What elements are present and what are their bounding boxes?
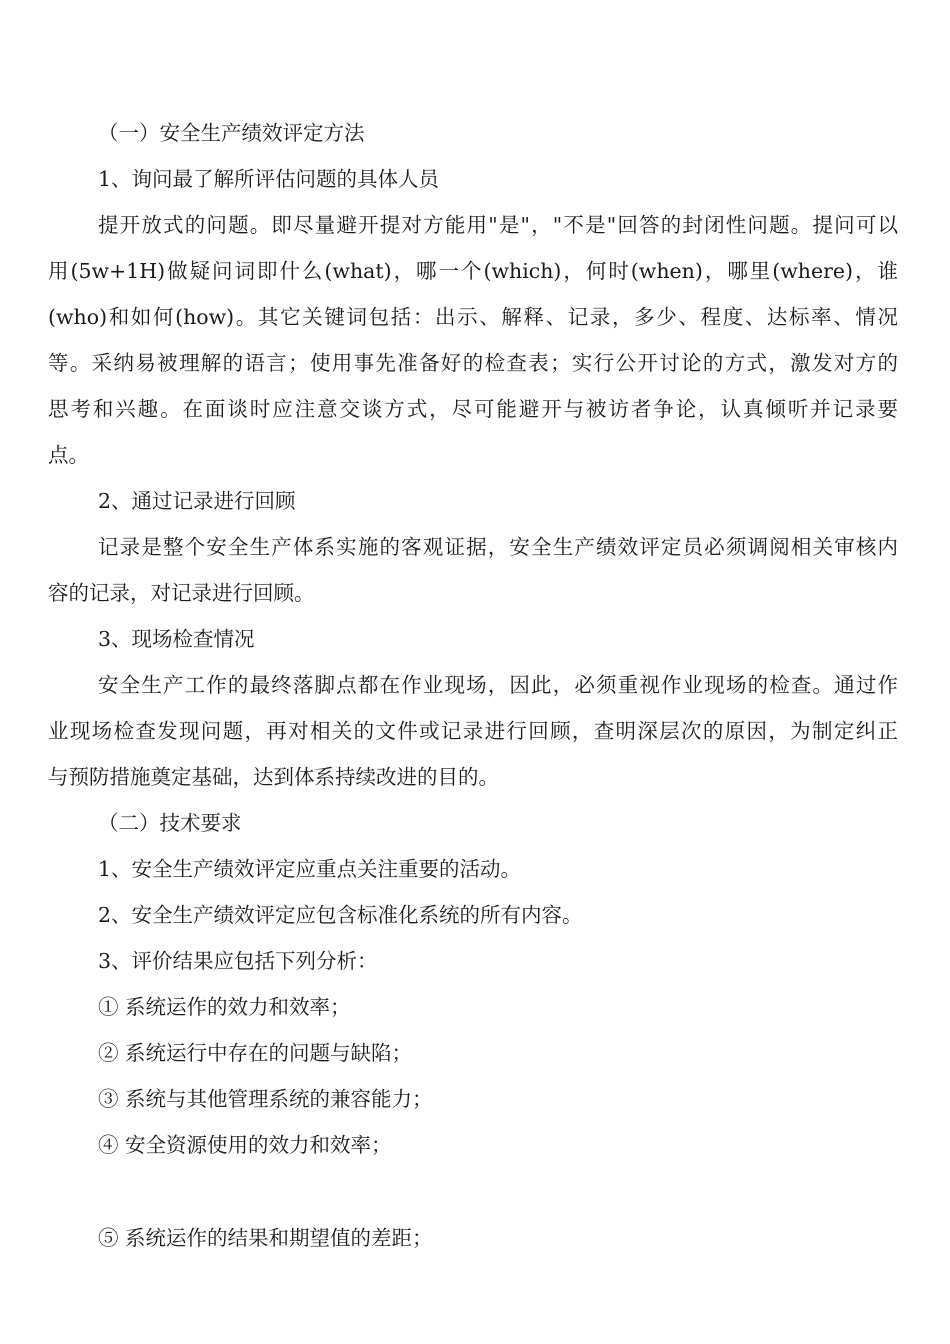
paragraph-1-line-2: 用(5w+1H)做疑问词即什么(what)，哪一个(which)，何时(when)，哪里(where)，谁 (48, 259, 898, 283)
paragraph-1-line-5: 思考和兴趣。在面谈时应注意交谈方式，尽可能避开与被访者争论，认真倾听并记录要 (48, 397, 898, 421)
requirement-2: 2、安全生产绩效评定应包含标准化系统的所有内容。 (98, 903, 583, 927)
paragraph-1-line-4: 等。采纳易被理解的语言；使用事先准备好的检查表；实行公开讨论的方式，激发对方的 (48, 351, 898, 375)
section-heading-2: （二）技术要求 (98, 811, 242, 835)
section-heading-1: （一）安全生产绩效评定方法 (98, 121, 365, 145)
subheading-1-1: 1、询问最了解所评估问题的具体人员 (98, 167, 440, 191)
paragraph-3-line-3: 与预防措施奠定基础，达到体系持续改进的目的。 (48, 765, 499, 789)
paragraph-1-line-1: 提开放式的问题。即尽量避开提对方能用"是"，"不是"回答的封闭性问题。提问可以 (98, 213, 898, 237)
paragraph-2-line-2: 容的记录，对记录进行回顾。 (48, 581, 315, 605)
requirement-1: 1、安全生产绩效评定应重点关注重要的活动。 (98, 857, 522, 881)
analysis-item-2: ② 系统运行中存在的问题与缺陷； (98, 1041, 413, 1065)
analysis-item-3: ③ 系统与其他管理系统的兼容能力； (98, 1087, 433, 1111)
subheading-1-3: 3、现场检查情况 (98, 627, 255, 651)
analysis-item-4: ④ 安全资源使用的效力和效率； (98, 1133, 392, 1157)
paragraph-1-line-3: (who)和如何(how)。其它关键词包括：出示、解释、记录，多少、程度、达标率、情况 (48, 305, 898, 329)
subheading-1-2: 2、通过记录进行回顾 (98, 489, 296, 513)
requirement-3: 3、评价结果应包括下列分析： (98, 949, 378, 973)
paragraph-2-line-1: 记录是整个安全生产体系实施的客观证据，安全生产绩效评定员必须调阅相关审核内 (98, 535, 898, 559)
analysis-item-5: ⑤ 系统运作的结果和期望值的差距； (98, 1226, 433, 1250)
paragraph-1-line-6: 点。 (48, 443, 89, 467)
paragraph-3-line-1: 安全生产工作的最终落脚点都在作业现场，因此，必须重视作业现场的检查。通过作 (98, 673, 898, 697)
analysis-item-1: ① 系统运作的效力和效率； (98, 995, 351, 1019)
paragraph-3-line-2: 业现场检查发现问题，再对相关的文件或记录进行回顾，查明深层次的原因，为制定纠正 (48, 719, 898, 743)
